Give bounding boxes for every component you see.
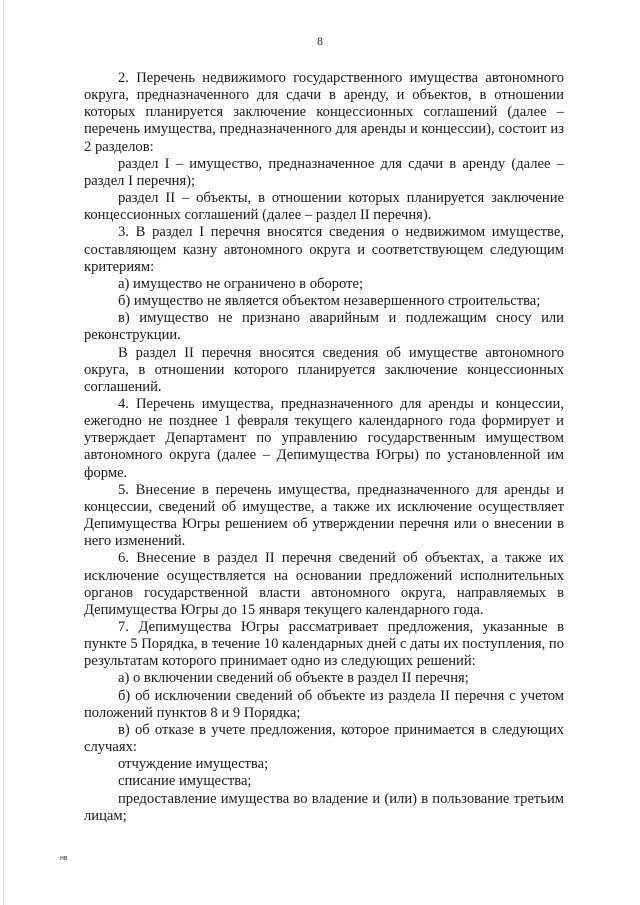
paragraph-3a: а) имущество не ограничено в обороте; [118,275,364,292]
list-item-write-off: списание имущества; [118,773,252,790]
paragraph-7a: а) о включении сведений об объекте в раздел II перечня; [118,670,469,687]
footer-mark: нв [60,855,68,862]
paragraph-3: 3. В раздел I перечня вносятся сведения о недвижимом имуществе, составляющем казну автономного округа и соответствующем следующим критериям: [84,224,564,275]
list-item-alienation: отчуждение имущества; [118,756,269,773]
paragraph-5: 5. Внесение в перечень имущества, предназначенного для аренды и концессии, сведений об имуществе, а также их исключение осуществляет Депимущества Югры решением об утверждении перечня или о внесении в него изменений. [84,481,564,550]
paragraph-3b: б) имущество не является объектом незавершенного строительства; [118,293,541,310]
paragraph-2: 2. Перечень недвижимого государственного имущества автономного округа, предназначенного для сдачи в аренду, и объектов, в отношении которых планируется заключение концессионных соглашений (далее – перечень имущества, предназначенного для аренды и концессии), состоит из 2 разделов: [84,70,564,155]
document-body [84,70,564,825]
paragraph-7v: в) об отказе в учете предложения, которое принимается в следующих случаях: [84,721,564,756]
paragraph-4: 4. Перечень имущества, предназначенного для аренды и концессии, ежегодно не позднее 1 февраля текущего календарного года формирует и утверждает Департамент по управлению государственным имуществом автономного округа (далее – Депимущества Югры) по установленной им форме. [84,395,564,481]
paragraph-3v: в) имущество не признано аварийным и подлежащим сносу или реконструкции. [84,310,564,344]
paragraph-6: 6. Внесение в раздел II перечня сведений об объектах, а также их исключение осуществляется на основании предложений исполнительных органов государственной власти автономного округа, направляемых в Депимущества Югры до 15 января текущего календарного года. [84,550,564,618]
scan-edge [3,0,4,905]
paragraph-section-2: раздел II – объекты, в отношении которых планируется заключение концессионных соглашений (далее – раздел II перечня). [84,190,564,224]
paragraph-section-1: раздел I – имущество, предназначенное для сдачи в аренду (далее – раздел I перечня); [84,155,564,189]
page-number: 8 [317,34,323,48]
paragraph-7b: б) об исключении сведений об объекте из раздела II перечня с учетом положений пунктов 8 и 9 Порядка; [84,687,564,721]
paragraph-7: 7. Депимущества Югры рассматривает предложения, указанные в пункте 5 Порядка, в течение 10 календарных дней с даты их поступления, по результатам которого принимает одно из следующих решений: [84,619,564,670]
list-item-third-parties: предоставление имущества во владение и (или) в пользование третьим лицам; [84,790,564,824]
paragraph-section-2-info: В раздел II перечня вносятся сведения об имуществе автономного округа, в отношении которого планируется заключение концессионных соглашений. [84,344,564,395]
